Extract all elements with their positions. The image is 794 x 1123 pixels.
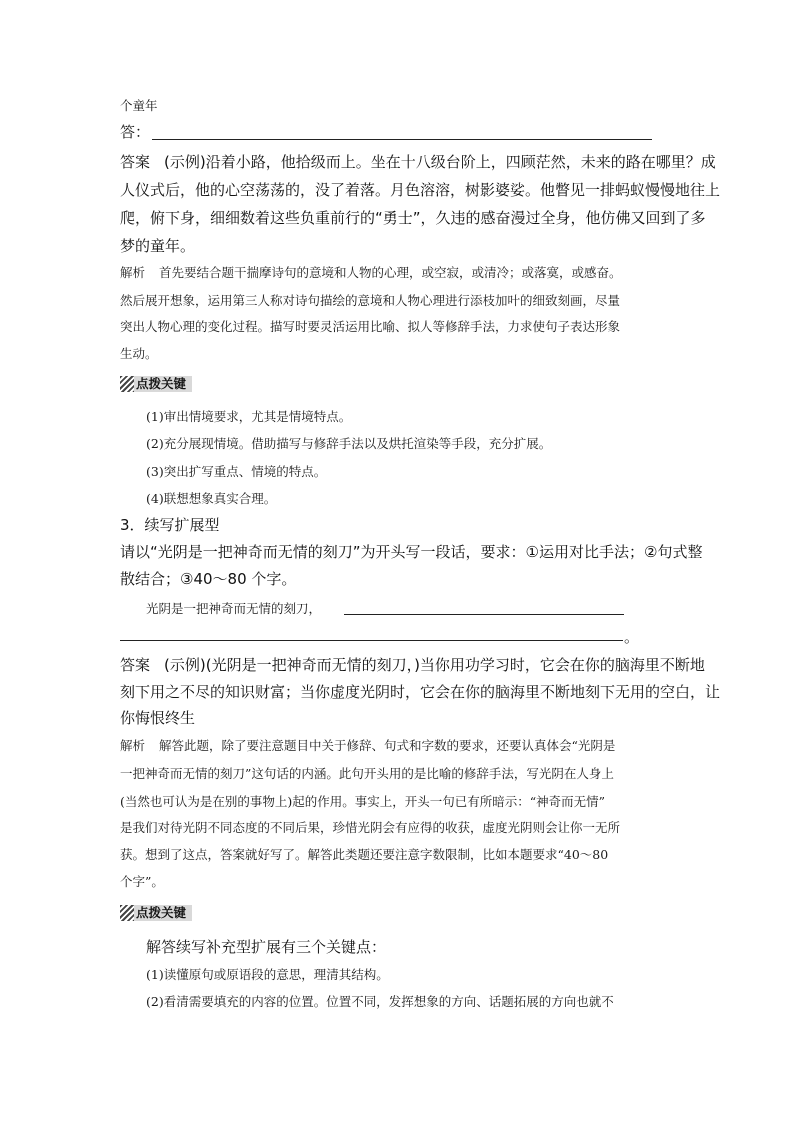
answer-line-4: 梦的童年。	[120, 237, 196, 255]
answer-line-3: 你悔恨终生	[120, 709, 196, 727]
analysis-line-4: 生动。	[120, 346, 158, 361]
analysis-line-2: 一把神奇而无情的刻刀”这句话的内涵。此句开头用的是比喻的修辞手法，写光阴在人身上	[120, 766, 614, 781]
tips-intro: 解答续写补充型扩展有三个关键点：	[146, 938, 387, 956]
tip-item: (2)充分展现情境。借助描写与修辞手法以及烘托渲染等手段，充分扩展。	[146, 436, 552, 451]
analysis-line-2: 然后展开想象，运用第三人称对诗句描绘的意境和人物心理进行添枝加叶的细致刻画，尽量	[120, 293, 621, 308]
answer-prompt: 答：	[120, 123, 151, 141]
starter-text: 光阴是一把神奇而无情的刻刀，	[146, 601, 322, 616]
analysis-line-6: 个字”。	[120, 874, 164, 889]
answer-label: 答案	[120, 153, 151, 171]
answer-line-1: 答案 (示例)沿着小路，他拾级而上。坐在十八级台阶上，四顾茫然，未来的路在哪里？成	[120, 153, 716, 171]
analysis-line-1: 解析 解答此题，除了要注意题目中关于修辞、句式和字数的要求，还要认真体会“光阴是	[120, 738, 616, 753]
analysis-line-4: 是我们对待光阴不同态度的不同后果，珍惜光阴会有应得的收获，虚度光阴则会让你一无所	[120, 820, 621, 835]
answer-blank-line	[152, 139, 652, 140]
question-line-2: 散结合；③40～80 个字。	[120, 570, 297, 588]
answer-line-1: 答案 (示例)(光阴是一把神奇而无情的刻刀，)当你用功学习时，它会在你的脑海里不断地	[120, 656, 705, 674]
end-mark: 。	[624, 628, 640, 646]
answer-line-2: 刻下用之不尽的知识财富；当你虚度光阴时，它会在你的脑海里不断地刻下无用的空白，让	[120, 683, 721, 701]
analysis-line-3: (当然也可认为是在别的事物上)起的作用。事实上，开头一句已有所暗示：“神奇而无情”	[120, 794, 606, 809]
tip-item: (2)看清需要填充的内容的位置。位置不同，发挥想象的方向、话题拓展的方向也就不	[146, 994, 614, 1009]
tip-item: (3)突出扩写重点、情境的特点。	[146, 464, 327, 479]
analysis-line-1: 解析 首先要结合题干揣摩诗句的意境和人物的心理，或空寂，或清冷；或落寞，或感奋。	[120, 265, 622, 280]
answer-line-3: 爬，俯下身，细细数着这些负重前行的“勇士”，久违的感奋漫过全身，他仿佛又回到了多	[120, 209, 706, 227]
tag-stripe-icon	[120, 376, 134, 392]
analysis-label: 解析	[120, 738, 146, 753]
continuation-blank-line	[120, 640, 623, 641]
analysis-label: 解析	[120, 265, 146, 280]
analysis-line-3: 突出人物心理的变化过程。描写时要灵活运用比喻、拟人等修辞手法，力求使句子表达形象	[120, 319, 621, 334]
tip-item: (4)联想想象真实合理。	[146, 491, 277, 506]
answer-label: 答案	[120, 656, 151, 674]
tips-tag: 点拨关键	[120, 903, 192, 923]
question-line-1: 请以“光阴是一把神奇而无情的刻刀”为开头写一段话，要求：①运用对比手法；②句式整	[120, 543, 703, 561]
answer-line-2: 人仪式后，他的心空荡荡的，没了着落。月色溶溶，树影婆娑。他瞥见一排蚂蚁慢慢地往上	[120, 181, 721, 199]
analysis-line-5: 获。想到了这点，答案就好写了。解答此类题还要注意字数限制，比如本题要求“40～80	[120, 847, 609, 862]
tag-stripe-icon	[120, 905, 134, 921]
title-fragment: 个童年	[120, 98, 158, 113]
tips-tag: 点拨关键	[120, 374, 192, 394]
tip-item: (1)读懂原句或原语段的意思，理清其结构。	[146, 967, 389, 982]
starter-blank-line	[344, 614, 624, 615]
section-heading: 3．续写扩展型	[120, 516, 220, 534]
tip-item: (1)审出情境要求，尤其是情境特点。	[146, 409, 352, 424]
